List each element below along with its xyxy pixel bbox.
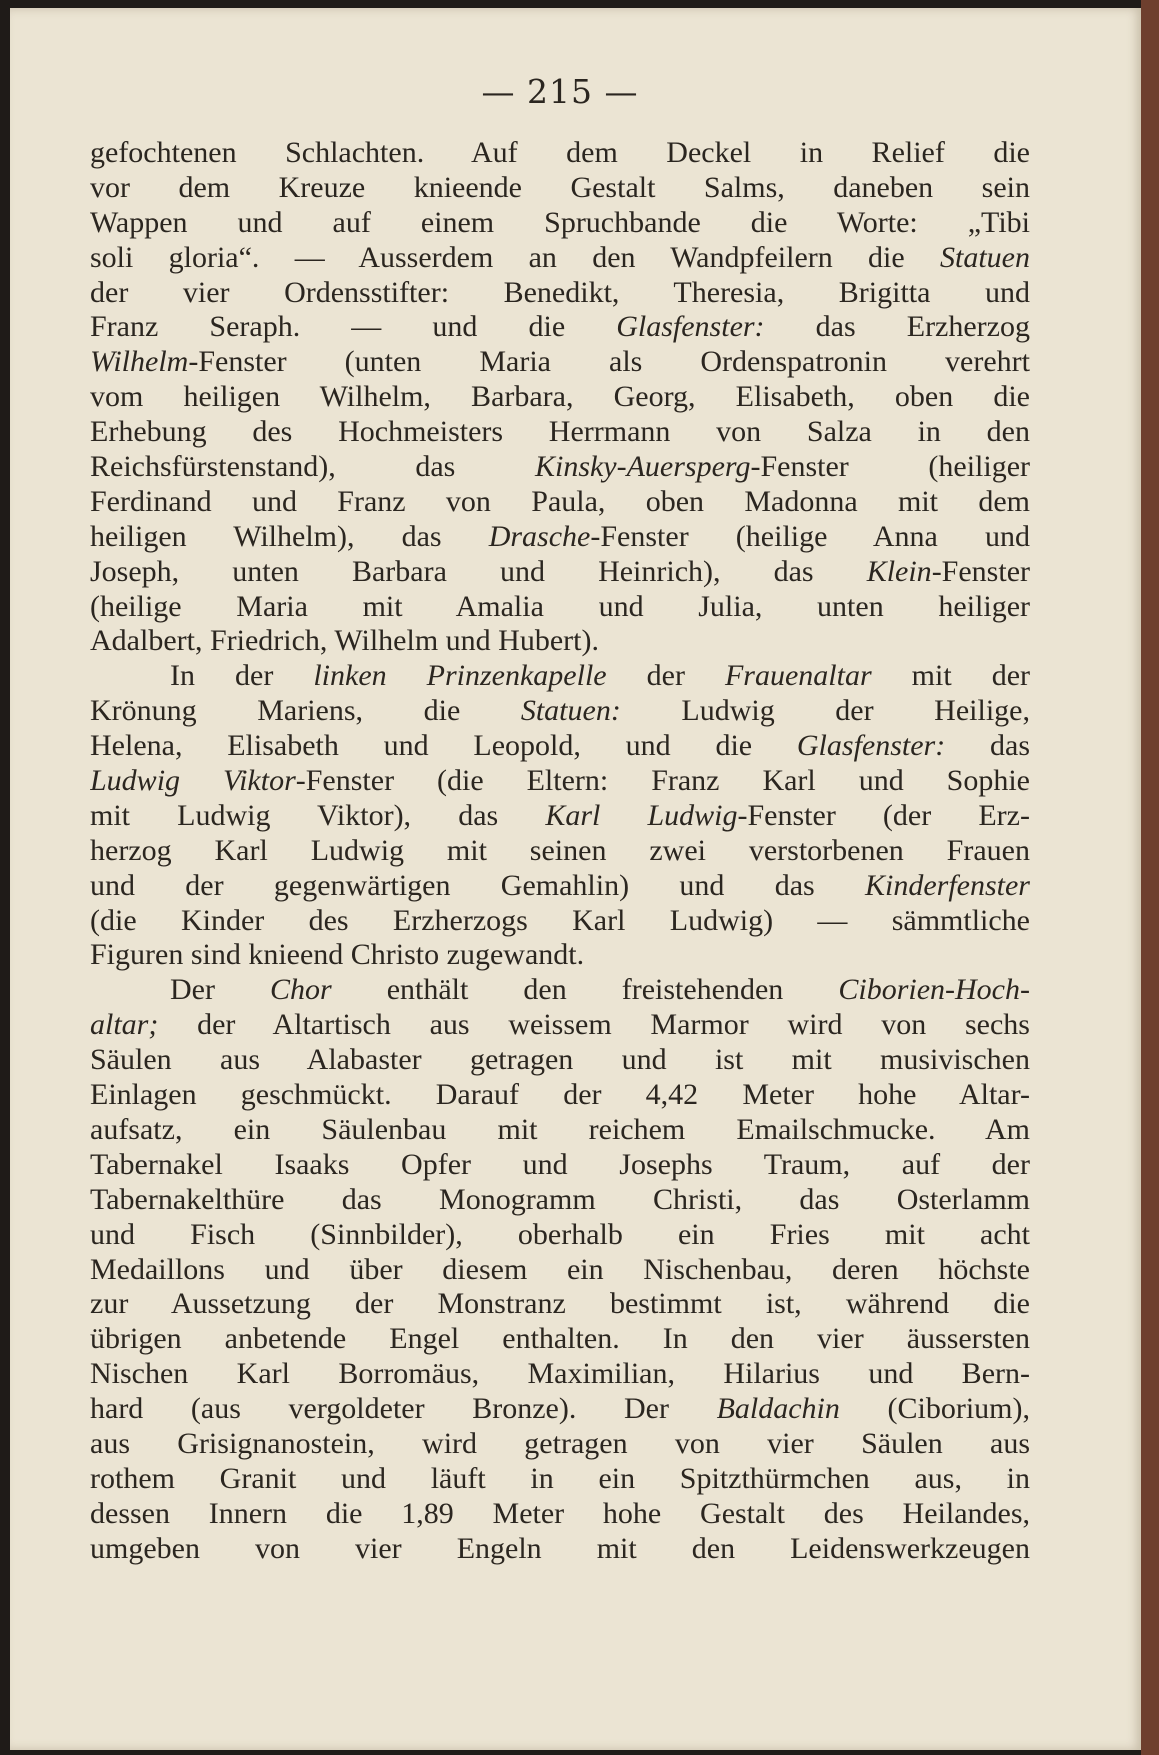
- text-line: vor dem Kreuze knieende Gestalt Salms, daneben sein: [90, 170, 1030, 204]
- text-line: zur Aussetzung der Monstranz bestimmt ist, während die: [90, 1287, 1030, 1321]
- text-line: vom heiligen Wilhelm, Barbara, Georg, Elisabeth, oben die: [90, 380, 1030, 414]
- text-line: übrigen anbetende Engel enthalten. In den vier äussersten: [90, 1322, 1030, 1356]
- text-line: Einlagen geschmückt. Darauf der 4,42 Meter hohe Altar-: [90, 1078, 1030, 1112]
- text-line: und Fisch (Sinnbilder), oberhalb ein Fries mit acht: [90, 1217, 1030, 1251]
- text-line: hard (aus vergoldeter Bronze). Der Baldachin (Ciborium),: [90, 1392, 1030, 1426]
- text-line: Joseph, unten Barbara und Heinrich), das Klein-Fenster: [90, 554, 1030, 588]
- body-text: [90, 136, 1030, 1567]
- text-line: In der linken Prinzenkapelle der Frauenaltar mit der: [170, 659, 1030, 693]
- text-line: herzog Karl Ludwig mit seinen zwei verstorbenen Frauen: [90, 833, 1030, 867]
- text-line: altar; der Altartisch aus weissem Marmor wird von sechs: [90, 1008, 1030, 1042]
- text-line: (heilige Maria mit Amalia und Julia, unten heiliger: [90, 589, 1030, 623]
- text-line: Helena, Elisabeth und Leopold, und die Glasfenster: das: [90, 729, 1030, 763]
- text-line: Ferdinand und Franz von Paula, oben Madonna mit dem: [90, 484, 1030, 518]
- text-line: (die Kinder des Erzherzogs Karl Ludwig) — sämmtliche: [90, 903, 1030, 937]
- text-line: Ludwig Viktor-Fenster (die Eltern: Franz Karl und Sophie: [90, 764, 1030, 798]
- text-line: Der Chor enthält den freistehenden Ciborien-Hoch-: [170, 973, 1030, 1007]
- text-line: Franz Seraph. — und die Glasfenster: das Erzherzog: [90, 310, 1030, 344]
- text-line: soli gloria“. — Ausserdem an den Wandpfeilern die Statuen: [90, 240, 1030, 274]
- text-line: Erhebung des Hochmeisters Herrmann von Salza in den: [90, 415, 1030, 449]
- text-line: Adalbert, Friedrich, Wilhelm und Hubert).: [90, 624, 599, 658]
- text-line: Figuren sind knieend Christo zugewandt.: [90, 938, 585, 972]
- page-number: — 215 —: [481, 72, 639, 111]
- text-line: heiligen Wilhelm), das Drasche-Fenster (heilige Anna und: [90, 519, 1030, 553]
- text-line: der vier Ordensstifter: Benedikt, Theresia, Brigitta und: [90, 275, 1030, 309]
- text-line: Wappen und auf einem Spruchbande die Worte: „Tibi: [90, 205, 1030, 239]
- text-line: umgeben von vier Engeln mit den Leidenswerkzeugen: [90, 1531, 1030, 1565]
- text-line: Medaillons und über diesem ein Nischenbau, deren höchste: [90, 1252, 1030, 1286]
- text-line: aus Grisignanostein, wird getragen von vier Säulen aus: [90, 1426, 1030, 1460]
- text-line: aufsatz, ein Säulenbau mit reichem Emailschmucke. Am: [90, 1112, 1030, 1146]
- text-line: gefochtenen Schlachten. Auf dem Deckel in Relief die: [90, 136, 1030, 169]
- text-line: dessen Innern die 1,89 Meter hohe Gestalt des Heilandes,: [90, 1496, 1030, 1530]
- book-page: [10, 8, 1143, 1750]
- text-line: Säulen aus Alabaster getragen und ist mit musivischen: [90, 1043, 1030, 1077]
- text-line: rothem Granit und läuft in ein Spitzthürmchen aus, in: [90, 1461, 1030, 1495]
- text-line: Tabernakelthüre das Monogramm Christi, das Osterlamm: [90, 1182, 1030, 1216]
- text-line: Wilhelm-Fenster (unten Maria als Ordenspatronin verehrt: [90, 345, 1030, 379]
- text-line: Nischen Karl Borromäus, Maximilian, Hilarius und Bern-: [90, 1357, 1030, 1391]
- text-line: Tabernakel Isaaks Opfer und Josephs Traum, auf der: [90, 1147, 1030, 1181]
- text-line: mit Ludwig Viktor), das Karl Ludwig-Fenster (der Erz-: [90, 798, 1030, 832]
- text-line: Reichsfürstenstand), das Kinsky-Auersperg-Fenster (heiliger: [90, 450, 1030, 484]
- text-line: und der gegenwärtigen Gemahlin) und das Kinderfenster: [90, 868, 1030, 902]
- text-line: Krönung Mariens, die Statuen: Ludwig der Heilige,: [90, 694, 1030, 728]
- book-cover-edge: [1141, 0, 1159, 1755]
